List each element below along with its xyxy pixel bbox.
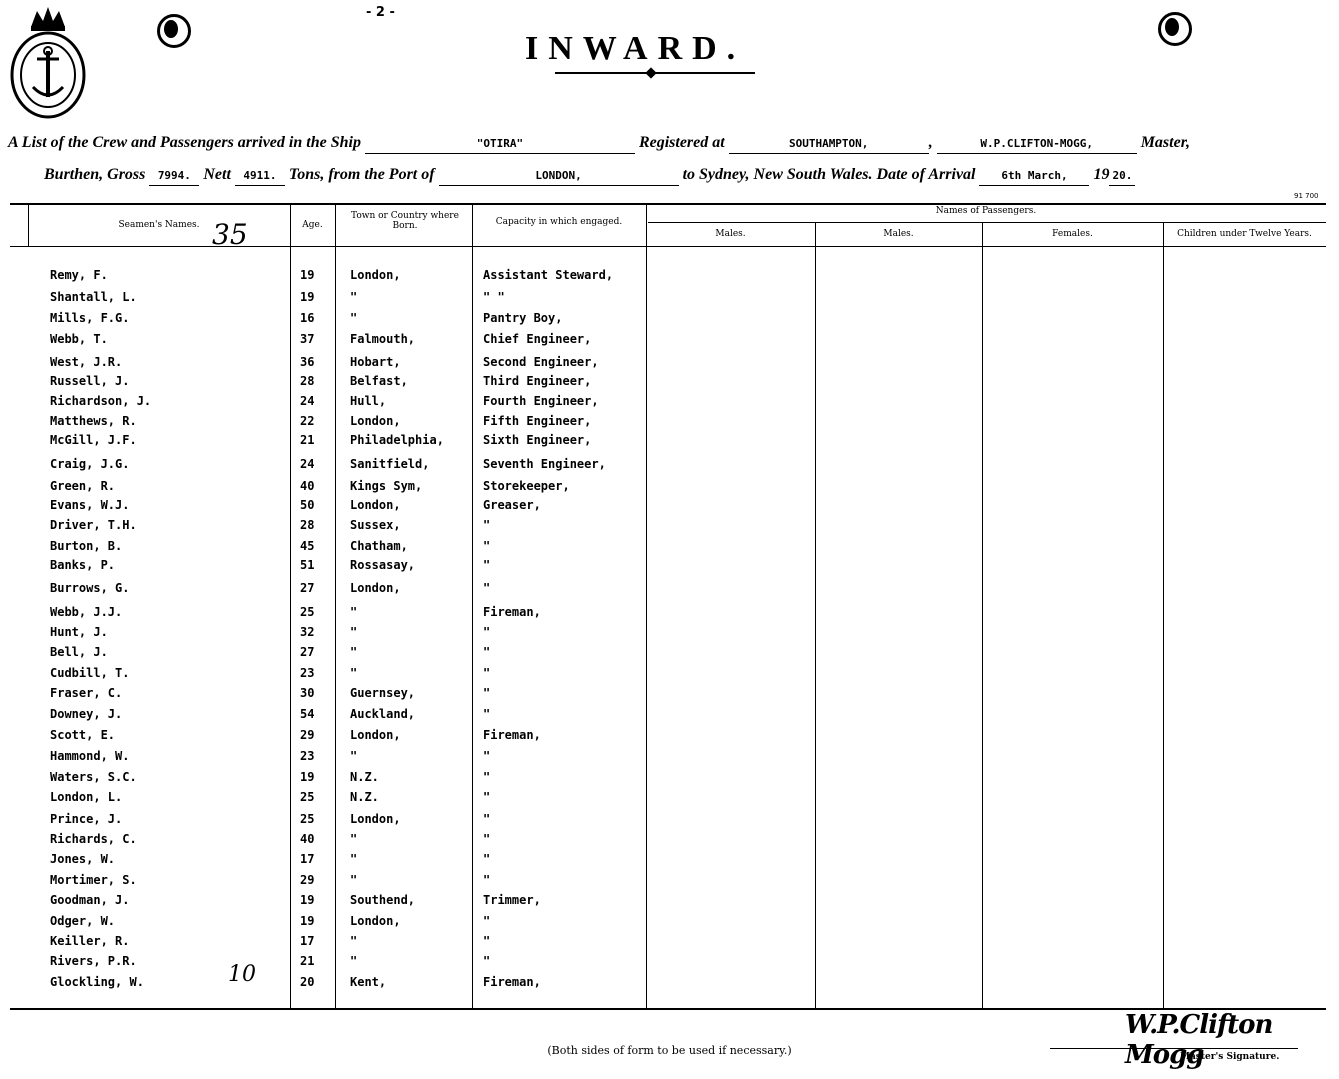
seaman-birthplace: " xyxy=(350,666,358,680)
col-rule xyxy=(1163,222,1164,1008)
arrival-date: 6th March, xyxy=(979,169,1089,186)
seaman-age: 25 xyxy=(300,790,315,804)
seaman-name: Banks, P. xyxy=(50,558,116,572)
page-number: - 2 - xyxy=(366,5,395,20)
seaman-name: Scott, E. xyxy=(50,728,116,742)
seaman-name: Green, R. xyxy=(50,479,116,493)
seaman-birthplace: " xyxy=(350,852,358,866)
seaman-capacity: Greaser, xyxy=(483,498,541,512)
seaman-capacity: " xyxy=(483,666,491,680)
master-signature: W.P.Clifton Mogg xyxy=(1125,1010,1273,1070)
nett-label: Nett xyxy=(203,166,231,183)
seaman-capacity: " xyxy=(483,852,491,866)
seaman-capacity: Fireman, xyxy=(483,605,541,619)
seaman-age: 28 xyxy=(300,374,315,388)
seaman-birthplace: N.Z. xyxy=(350,790,379,804)
col-children: Children under Twelve Years. xyxy=(1177,229,1312,239)
seaman-birthplace: London, xyxy=(350,268,401,282)
seaman-name: Remy, F. xyxy=(50,268,108,282)
seaman-birthplace: Kent, xyxy=(350,975,387,989)
seaman-age: 27 xyxy=(300,581,315,595)
seaman-capacity: Third Engineer, xyxy=(483,374,592,388)
seaman-name: Rivers, P.R. xyxy=(50,954,137,968)
table-top-rule xyxy=(10,203,1326,205)
seaman-birthplace: Sussex, xyxy=(350,518,401,532)
seaman-capacity: Fireman, xyxy=(483,975,541,989)
col-seamens-names: Seamen's Names. xyxy=(118,220,200,230)
seaman-age: 19 xyxy=(300,290,315,304)
seaman-age: 25 xyxy=(300,812,315,826)
footer-note: (Both sides of form to be used if necessary.) xyxy=(547,1044,792,1057)
page-title: INWARD. xyxy=(525,30,746,67)
seaman-age: 28 xyxy=(300,518,315,532)
seaman-age: 21 xyxy=(300,433,315,447)
col-rule xyxy=(472,203,473,1008)
seaman-age: 29 xyxy=(300,728,315,742)
seaman-age: 54 xyxy=(300,707,315,721)
registered-port: SOUTHAMPTON, xyxy=(729,137,929,154)
seaman-capacity: " xyxy=(483,934,491,948)
port-label: Tons, from the Port of xyxy=(288,166,435,183)
seaman-age: 29 xyxy=(300,873,315,887)
handwritten-count: 35 xyxy=(212,218,248,251)
seaman-name: Glockling, W. xyxy=(50,975,144,989)
seaman-age: 19 xyxy=(300,914,315,928)
seaman-capacity: " xyxy=(483,558,491,572)
col-rule xyxy=(335,203,336,1008)
seaman-capacity: " xyxy=(483,539,491,553)
seaman-birthplace: London, xyxy=(350,414,401,428)
seaman-age: 19 xyxy=(300,268,315,282)
seaman-age: 45 xyxy=(300,539,315,553)
comma: , xyxy=(928,134,933,151)
seaman-capacity: Trimmer, xyxy=(483,893,541,907)
seaman-capacity: " xyxy=(483,686,491,700)
seaman-capacity: Fireman, xyxy=(483,728,541,742)
seaman-name: Goodman, J. xyxy=(50,893,130,907)
departure-port: LONDON, xyxy=(439,169,679,186)
seaman-age: 16 xyxy=(300,311,315,325)
seaman-birthplace: London, xyxy=(350,914,401,928)
seaman-birthplace: Guernsey, xyxy=(350,686,416,700)
seaman-name: Driver, T.H. xyxy=(50,518,137,532)
burthen-label: Burthen, Gross xyxy=(44,166,146,183)
master-label: Master, xyxy=(1140,134,1191,151)
seaman-birthplace: " xyxy=(350,934,358,948)
seaman-name: Waters, S.C. xyxy=(50,770,137,784)
seaman-birthplace: Hobart, xyxy=(350,355,401,369)
header-line-2 xyxy=(44,166,1135,186)
seaman-age: 23 xyxy=(300,666,315,680)
seaman-name: Shantall, L. xyxy=(50,290,137,304)
seaman-capacity: " xyxy=(483,954,491,968)
col-capacity: Capacity in which engaged. xyxy=(495,217,623,227)
year-prefix: 19 xyxy=(1093,166,1110,183)
col-males-2: Males. xyxy=(883,229,914,239)
seaman-capacity: " xyxy=(483,790,491,804)
seaman-name: Richards, C. xyxy=(50,832,137,846)
seaman-capacity: Pantry Boy, xyxy=(483,311,563,325)
seaman-capacity: " xyxy=(483,645,491,659)
seaman-name: Matthews, R. xyxy=(50,414,137,428)
seaman-name: Burton, B. xyxy=(50,539,123,553)
seaman-capacity: Assistant Steward, xyxy=(483,268,614,282)
seaman-age: 27 xyxy=(300,645,315,659)
seaman-birthplace: London, xyxy=(350,498,401,512)
seaman-birthplace: Belfast, xyxy=(350,374,408,388)
col-rule xyxy=(815,222,816,1008)
seaman-capacity: " xyxy=(483,625,491,639)
gross-tons: 7994. xyxy=(149,169,199,186)
col-rule xyxy=(290,203,291,1008)
passenger-subheader-rule xyxy=(648,222,1326,223)
seaman-age: 25 xyxy=(300,605,315,619)
seaman-age: 20 xyxy=(300,975,315,989)
seaman-name: Fraser, C. xyxy=(50,686,123,700)
seaman-birthplace: Auckland, xyxy=(350,707,416,721)
seaman-name: Prince, J. xyxy=(50,812,123,826)
seaman-name: Jones, W. xyxy=(50,852,116,866)
seaman-capacity: Sixth Engineer, xyxy=(483,433,592,447)
seaman-name: Hammond, W. xyxy=(50,749,130,763)
seaman-name: Burrows, G. xyxy=(50,581,130,595)
seaman-capacity: Fifth Engineer, xyxy=(483,414,592,428)
seaman-name: Richardson, J. xyxy=(50,394,152,408)
seaman-birthplace: Sanitfield, xyxy=(350,457,430,471)
seaman-birthplace: " xyxy=(350,954,358,968)
seaman-name: Webb, T. xyxy=(50,332,108,346)
seaman-capacity: " xyxy=(483,873,491,887)
seaman-name: McGill, J.F. xyxy=(50,433,137,447)
seaman-name: Mortimer, S. xyxy=(50,873,137,887)
seaman-capacity: " " xyxy=(483,290,505,304)
seaman-age: 21 xyxy=(300,954,315,968)
seaman-birthplace: Southend, xyxy=(350,893,416,907)
registered-label: Registered at xyxy=(638,134,725,151)
punch-hole-icon xyxy=(1158,12,1192,46)
seaman-age: 40 xyxy=(300,832,315,846)
form-code: 91 700 xyxy=(1294,192,1319,200)
seaman-birthplace: " xyxy=(350,832,358,846)
header-line-1 xyxy=(8,134,1190,154)
seaman-age: 17 xyxy=(300,934,315,948)
seaman-birthplace: Philadelphia, xyxy=(350,433,444,447)
seaman-birthplace: Kings Sym, xyxy=(350,479,423,493)
seaman-age: 40 xyxy=(300,479,315,493)
seaman-name: Bell, J. xyxy=(50,645,108,659)
seaman-age: 24 xyxy=(300,394,315,408)
seaman-name: Evans, W.J. xyxy=(50,498,130,512)
seaman-birthplace: " xyxy=(350,749,358,763)
seaman-age: 17 xyxy=(300,852,315,866)
seaman-name: Russell, J. xyxy=(50,374,130,388)
seaman-birthplace: " xyxy=(350,873,358,887)
seaman-age: 37 xyxy=(300,332,315,346)
seaman-capacity: Seventh Engineer, xyxy=(483,457,606,471)
title-ornament xyxy=(555,72,755,74)
seaman-name: Mills, F.G. xyxy=(50,311,130,325)
seaman-birthplace: London, xyxy=(350,812,401,826)
seaman-birthplace: London, xyxy=(350,581,401,595)
seaman-name: Webb, J.J. xyxy=(50,605,123,619)
seaman-birthplace: N.Z. xyxy=(350,770,379,784)
seaman-capacity: Fourth Engineer, xyxy=(483,394,599,408)
seaman-capacity: " xyxy=(483,770,491,784)
seaman-name: Keiller, R. xyxy=(50,934,130,948)
seaman-age: 51 xyxy=(300,558,315,572)
col-passengers: Names of Passengers. xyxy=(935,206,1037,216)
seaman-name: West, J.R. xyxy=(50,355,123,369)
seaman-capacity: " xyxy=(483,518,491,532)
ship-name: "OTIRA" xyxy=(365,137,635,154)
seaman-capacity: " xyxy=(483,832,491,846)
signature-label: Master's Signature. xyxy=(1180,1052,1280,1062)
col-males-1: Males. xyxy=(715,229,746,239)
seaman-capacity: " xyxy=(483,914,491,928)
seaman-age: 36 xyxy=(300,355,315,369)
seaman-capacity: Storekeeper, xyxy=(483,479,570,493)
seaman-birthplace: " xyxy=(350,645,358,659)
col-age: Age. xyxy=(302,220,323,230)
master-name: W.P.CLIFTON-MOGG, xyxy=(937,137,1137,154)
seaman-age: 19 xyxy=(300,770,315,784)
seaman-birthplace: Falmouth, xyxy=(350,332,416,346)
seaman-name: Odger, W. xyxy=(50,914,116,928)
year-suffix: 20. xyxy=(1109,169,1135,186)
seaman-birthplace: " xyxy=(350,290,358,304)
seaman-name: Cudbill, T. xyxy=(50,666,130,680)
handwritten-tally: 10 xyxy=(228,962,256,987)
nett-tons: 4911. xyxy=(235,169,285,186)
seaman-capacity: " xyxy=(483,707,491,721)
destination-label: to Sydney, New South Wales. xyxy=(682,166,873,183)
list-label: A List of the Crew and Passengers arrived in the Ship xyxy=(8,134,361,151)
col-town: Town or Country where Born. xyxy=(351,211,459,231)
header-bottom-rule xyxy=(10,246,1326,247)
arrival-label: Date of Arrival xyxy=(876,166,976,183)
col-rule xyxy=(646,203,647,1008)
seaman-capacity: Second Engineer, xyxy=(483,355,599,369)
seaman-capacity: " xyxy=(483,749,491,763)
col-females: Females. xyxy=(1052,229,1093,239)
crown-anchor-seal-icon xyxy=(9,5,87,121)
seaman-birthplace: Rossasay, xyxy=(350,558,416,572)
col-rule xyxy=(982,222,983,1008)
seaman-name: Downey, J. xyxy=(50,707,123,721)
seaman-birthplace: " xyxy=(350,625,358,639)
seaman-birthplace: " xyxy=(350,311,358,325)
seaman-age: 19 xyxy=(300,893,315,907)
seaman-name: Hunt, J. xyxy=(50,625,108,639)
seaman-capacity: " xyxy=(483,581,491,595)
seaman-age: 22 xyxy=(300,414,315,428)
seaman-age: 24 xyxy=(300,457,315,471)
seaman-birthplace: Hull, xyxy=(350,394,387,408)
seaman-capacity: Chief Engineer, xyxy=(483,332,592,346)
seaman-capacity: " xyxy=(483,812,491,826)
seaman-age: 32 xyxy=(300,625,315,639)
seaman-age: 23 xyxy=(300,749,315,763)
seaman-birthplace: London, xyxy=(350,728,401,742)
seaman-name: London, L. xyxy=(50,790,123,804)
seaman-age: 30 xyxy=(300,686,315,700)
seaman-age: 50 xyxy=(300,498,315,512)
seaman-name: Craig, J.G. xyxy=(50,457,130,471)
seaman-birthplace: " xyxy=(350,605,358,619)
punch-hole-icon xyxy=(157,14,191,48)
seaman-birthplace: Chatham, xyxy=(350,539,408,553)
